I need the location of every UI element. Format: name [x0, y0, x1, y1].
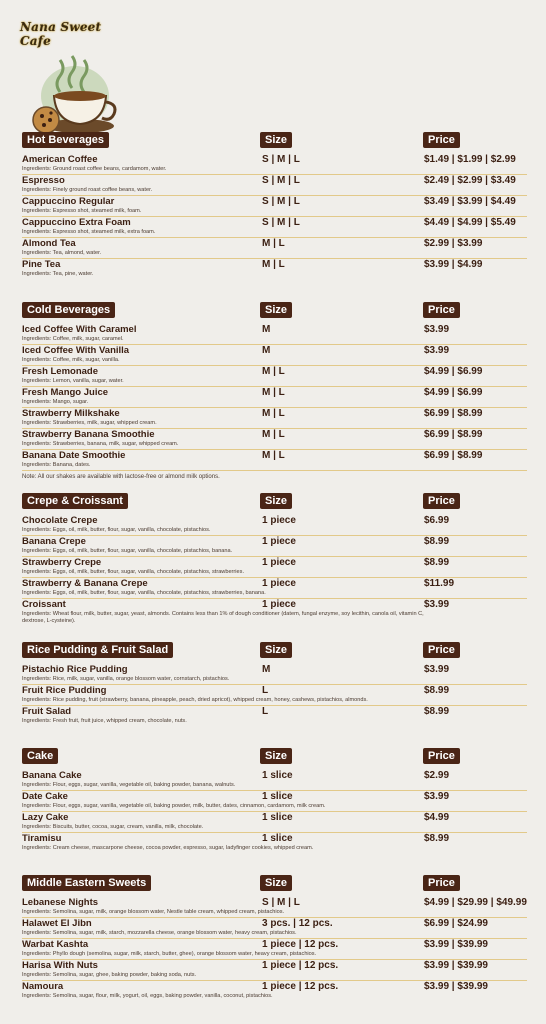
item-size: 1 slice — [262, 770, 293, 781]
item-price: $1.49 | $1.99 | $2.99 — [424, 154, 516, 165]
item-name: Strawberry Banana Smoothie — [22, 429, 155, 440]
section-cold-beverages — [22, 302, 527, 480]
item-name: Strawberry & Banana Crepe — [22, 578, 148, 589]
item-ingredients: Ingredients: Eggs, oil, milk, butter, flour, sugar, vanilla, chocolate, pistachios, strawberries. — [22, 569, 244, 575]
item-ingredients: Ingredients: Rice pudding, fruit (strawberry, banana, pineapple, peach, dried apricot), whipped cream, honey, cashews, pistachios, almonds. — [22, 697, 368, 703]
section-title: Crepe & Croissant — [22, 493, 128, 509]
price-header: Price — [423, 748, 460, 764]
item-price: $8.99 — [424, 536, 450, 547]
item-name: Banana Date Smoothie — [22, 450, 126, 461]
section-cake — [22, 748, 527, 853]
price-header: Price — [423, 642, 460, 658]
menu-item — [22, 557, 527, 578]
item-ingredients: Ingredients: Eggs, oil, milk, butter, flour, sugar, vanilla, chocolate, pistachios, banana. — [22, 548, 233, 554]
item-ingredients: Ingredients: Strawberries, banana, milk, sugar, whipped cream. — [22, 441, 179, 447]
size-header: Size — [260, 748, 292, 764]
price-header: Price — [423, 493, 460, 509]
menu-item — [22, 366, 527, 387]
item-name: Chocolate Crepe — [22, 515, 98, 526]
item-size: S | M | L — [262, 217, 300, 228]
item-price: $8.99 — [424, 685, 450, 696]
item-size: M | L — [262, 366, 285, 377]
item-size: M | L — [262, 238, 285, 249]
item-price: $6.99 | $8.99 — [424, 429, 483, 440]
item-price: $2.99 | $3.99 — [424, 238, 483, 249]
item-ingredients: Ingredients: Semolina, sugar, flour, milk, yogurt, oil, eggs, baking powder, vanilla, coconut, pistachios. — [22, 993, 273, 999]
coffee-cup-with-cookie-icon — [20, 48, 130, 138]
item-ingredients: Ingredients: Espresso shot, steamed milk, foam. — [22, 208, 142, 214]
item-price: $3.99 — [424, 599, 450, 610]
item-ingredients: Ingredients: Coffee, milk, sugar, caramel. — [22, 336, 124, 342]
item-size: 1 piece — [262, 578, 296, 589]
section-title: Middle Eastern Sweets — [22, 875, 151, 891]
menu-item — [22, 408, 527, 429]
item-size: 3 pcs. | 12 pcs. — [262, 918, 333, 929]
item-size: M | L — [262, 259, 285, 270]
menu-item — [22, 599, 527, 626]
item-price: $6.99 | $8.99 — [424, 450, 483, 461]
item-ingredients: Ingredients: Semolina, sugar, milk, orange blossom water, Nestle table cream, whipped cream, pistachios. — [22, 909, 285, 915]
item-size: M | L — [262, 408, 285, 419]
item-name: Espresso — [22, 175, 65, 186]
price-header: Price — [423, 302, 460, 318]
item-size: M — [262, 664, 271, 675]
item-name: Banana Crepe — [22, 536, 86, 547]
item-ingredients: Ingredients: Rice, milk, sugar, vanilla, orange blossom water, cornstarch, pistachios. — [22, 676, 230, 682]
item-ingredients: Ingredients: Biscuits, butter, cocoa, sugar, cream, vanilla, milk, chocolate. — [22, 824, 204, 830]
item-ingredients: Ingredients: Strawberries, milk, sugar, whipped cream. — [22, 420, 157, 426]
item-name: Cappuccino Regular — [22, 196, 115, 207]
item-ingredients: Ingredients: Lemon, vanilla, sugar, water. — [22, 378, 124, 384]
item-price: $8.99 — [424, 557, 450, 568]
item-size: M | L — [262, 450, 285, 461]
item-size: M | L — [262, 387, 285, 398]
item-size: M — [262, 345, 271, 356]
item-ingredients: Ingredients: Ground roast coffee beans, cardamom, water. — [22, 166, 167, 172]
section-title: Hot Beverages — [22, 132, 109, 148]
menu-item — [22, 960, 527, 981]
section-rice-pudding-fruit-salad — [22, 642, 527, 726]
item-size: M — [262, 324, 271, 335]
item-size: 1 piece | 12 pcs. — [262, 939, 339, 950]
item-size: S | M | L — [262, 196, 300, 207]
item-ingredients: Ingredients: Wheat flour, milk, butter, sugar, yeast, almonds. Contains less than 1% of dough conditioner (datem, fungal enzyme, soy lecithin, canola oil, vitamin C, dextrose, L-cysteine). — [22, 611, 424, 624]
item-name: Tiramisu — [22, 833, 62, 844]
size-header: Size — [260, 642, 292, 658]
menu-item — [22, 196, 527, 217]
item-name: Lebanese Nights — [22, 897, 99, 908]
item-name: Iced Coffee With Vanilla — [22, 345, 130, 356]
menu-item — [22, 791, 527, 812]
item-name: Almond Tea — [22, 238, 76, 249]
item-size: S | M | L — [262, 154, 300, 165]
section-middle-eastern-sweets — [22, 875, 527, 1001]
item-price: $2.99 — [424, 770, 450, 781]
item-size: 1 piece — [262, 515, 296, 526]
item-size: 1 piece — [262, 599, 296, 610]
item-price: $3.99 — [424, 664, 450, 675]
menu-item — [22, 918, 527, 939]
item-ingredients: Ingredients: Coffee, milk, sugar, vanilla. — [22, 357, 120, 363]
menu-item — [22, 429, 527, 450]
size-header: Size — [260, 302, 292, 318]
item-price: $8.99 — [424, 706, 450, 717]
menu-item — [22, 154, 527, 175]
item-name: Strawberry Crepe — [22, 557, 102, 568]
item-name: Fruit Salad — [22, 706, 72, 717]
menu-item — [22, 981, 527, 1001]
item-price: $6.99 | $8.99 — [424, 408, 483, 419]
item-price: $4.99 | $29.99 | $49.99 — [424, 897, 527, 908]
section-hot-beverages — [22, 132, 527, 279]
item-ingredients: Ingredients: Mango, sugar. — [22, 399, 89, 405]
item-price: $8.99 — [424, 833, 450, 844]
menu-item — [22, 450, 527, 471]
price-header: Price — [423, 875, 460, 891]
item-size: L — [262, 685, 269, 696]
item-price: $4.99 — [424, 812, 450, 823]
item-price: $3.99 | $4.99 — [424, 259, 483, 270]
item-size: L — [262, 706, 269, 717]
menu-item — [22, 259, 527, 279]
size-header: Size — [260, 132, 292, 148]
item-size: 1 piece — [262, 557, 296, 568]
item-name: Iced Coffee With Caramel — [22, 324, 137, 335]
item-name: Banana Cake — [22, 770, 82, 781]
item-ingredients: Ingredients: Tea, almond, water. — [22, 250, 102, 256]
menu-item — [22, 387, 527, 408]
item-name: Croissant — [22, 599, 66, 610]
menu-item — [22, 812, 527, 833]
item-ingredients: Ingredients: Cream cheese, mascarpone cheese, cocoa powder, espresso, sugar, ladyfinger cookies, whipped cream. — [22, 845, 314, 851]
item-ingredients: Ingredients: Banana, dates. — [22, 462, 91, 468]
item-ingredients: Ingredients: Espresso shot, steamed milk, extra foam. — [22, 229, 156, 235]
item-name: Pistachio Rice Pudding — [22, 664, 128, 675]
menu-item — [22, 578, 527, 599]
item-price: $11.99 — [424, 578, 455, 589]
item-name: Fruit Rice Pudding — [22, 685, 107, 696]
item-price: $4.49 | $4.99 | $5.49 — [424, 217, 516, 228]
menu-item — [22, 664, 527, 685]
item-ingredients: Ingredients: Finely ground roast coffee beans, water. — [22, 187, 153, 193]
item-price: $3.99 | $39.99 — [424, 981, 488, 992]
menu-item — [22, 345, 527, 366]
item-price: $4.99 | $6.99 — [424, 366, 483, 377]
menu-item — [22, 175, 527, 196]
item-name: Warbat Kashta — [22, 939, 89, 950]
menu-item — [22, 897, 527, 918]
item-price: $3.99 — [424, 324, 450, 335]
brand-name: Nana Sweet Cafe — [20, 20, 102, 48]
menu-item — [22, 324, 527, 345]
item-name: Cappuccino Extra Foam — [22, 217, 131, 228]
item-name: Halawet El Jibn — [22, 918, 92, 929]
menu-item — [22, 238, 527, 259]
item-price: $6.99 — [424, 515, 450, 526]
item-ingredients: Ingredients: Semolina, sugar, milk, starch, mozzarella cheese, orange blossom water, heavy cream, pistachios. — [22, 930, 297, 936]
cafe-logo — [20, 20, 130, 125]
item-name: Lazy Cake — [22, 812, 69, 823]
item-size: 1 slice — [262, 812, 293, 823]
menu-item — [22, 770, 527, 791]
item-size: M | L — [262, 429, 285, 440]
item-size: 1 slice — [262, 833, 293, 844]
item-name: Fresh Lemonade — [22, 366, 99, 377]
item-size: 1 piece | 12 pcs. — [262, 981, 339, 992]
item-price: $3.99 | $39.99 — [424, 939, 488, 950]
item-size: 1 piece — [262, 536, 296, 547]
item-size: 1 piece | 12 pcs. — [262, 960, 339, 971]
size-header: Size — [260, 493, 292, 509]
item-name: Date Cake — [22, 791, 68, 802]
item-size: 1 slice — [262, 791, 293, 802]
section-title: Cold Beverages — [22, 302, 115, 318]
item-name: Fresh Mango Juice — [22, 387, 109, 398]
menu-item — [22, 685, 527, 706]
item-price: $3.99 — [424, 345, 450, 356]
item-ingredients: Ingredients: Flour, eggs, sugar, vanilla, vegetable oil, baking powder, banana, walnuts. — [22, 782, 236, 788]
item-name: Strawberry Milkshake — [22, 408, 120, 419]
section-note: Note: All our shakes are available with lactose-free or almond milk options. — [22, 474, 220, 480]
item-size: S | M | L — [262, 175, 300, 186]
section-title: Rice Pudding & Fruit Salad — [22, 642, 173, 658]
price-header: Price — [423, 132, 460, 148]
item-ingredients: Ingredients: Fresh fruit, fruit juice, whipped cream, chocolate, nuts. — [22, 718, 187, 724]
item-name: American Coffee — [22, 154, 98, 165]
item-price: $6.99 | $24.99 — [424, 918, 488, 929]
item-ingredients: Ingredients: Semolina, sugar, ghee, baking powder, baking soda, nuts. — [22, 972, 197, 978]
item-price: $4.99 | $6.99 — [424, 387, 483, 398]
item-name: Namoura — [22, 981, 64, 992]
item-size: S | M | L — [262, 897, 300, 908]
item-name: Pine Tea — [22, 259, 61, 270]
menu-item — [22, 833, 527, 853]
item-ingredients: Ingredients: Phyllo dough (semolina, sugar, milk, starch, butter, ghee), orange blossom water, heavy cream, pistachios. — [22, 951, 317, 957]
menu-item — [22, 515, 527, 536]
menu-item — [22, 706, 527, 726]
menu-item — [22, 217, 527, 238]
item-price: $3.49 | $3.99 | $4.49 — [424, 196, 516, 207]
item-ingredients: Ingredients: Flour, eggs, sugar, vanilla, vegetable oil, baking powder, milk, butter, dates, cinnamon, cardamom, milk cream. — [22, 803, 326, 809]
item-price: $2.49 | $2.99 | $3.49 — [424, 175, 516, 186]
menu-item — [22, 536, 527, 557]
item-ingredients: Ingredients: Tea, pine, water. — [22, 271, 94, 277]
menu-item — [22, 939, 527, 960]
size-header: Size — [260, 875, 292, 891]
section-crepe-croissant — [22, 493, 527, 626]
section-title: Cake — [22, 748, 58, 764]
item-price: $3.99 | $39.99 — [424, 960, 488, 971]
item-name: Harisa With Nuts — [22, 960, 98, 971]
item-ingredients: Ingredients: Eggs, oil, milk, butter, flour, sugar, vanilla, chocolate, pistachios, strawberries, banana. — [22, 590, 266, 596]
item-price: $3.99 — [424, 791, 450, 802]
item-ingredients: Ingredients: Eggs, oil, milk, butter, flour, sugar, vanilla, chocolate, pistachios. — [22, 527, 211, 533]
